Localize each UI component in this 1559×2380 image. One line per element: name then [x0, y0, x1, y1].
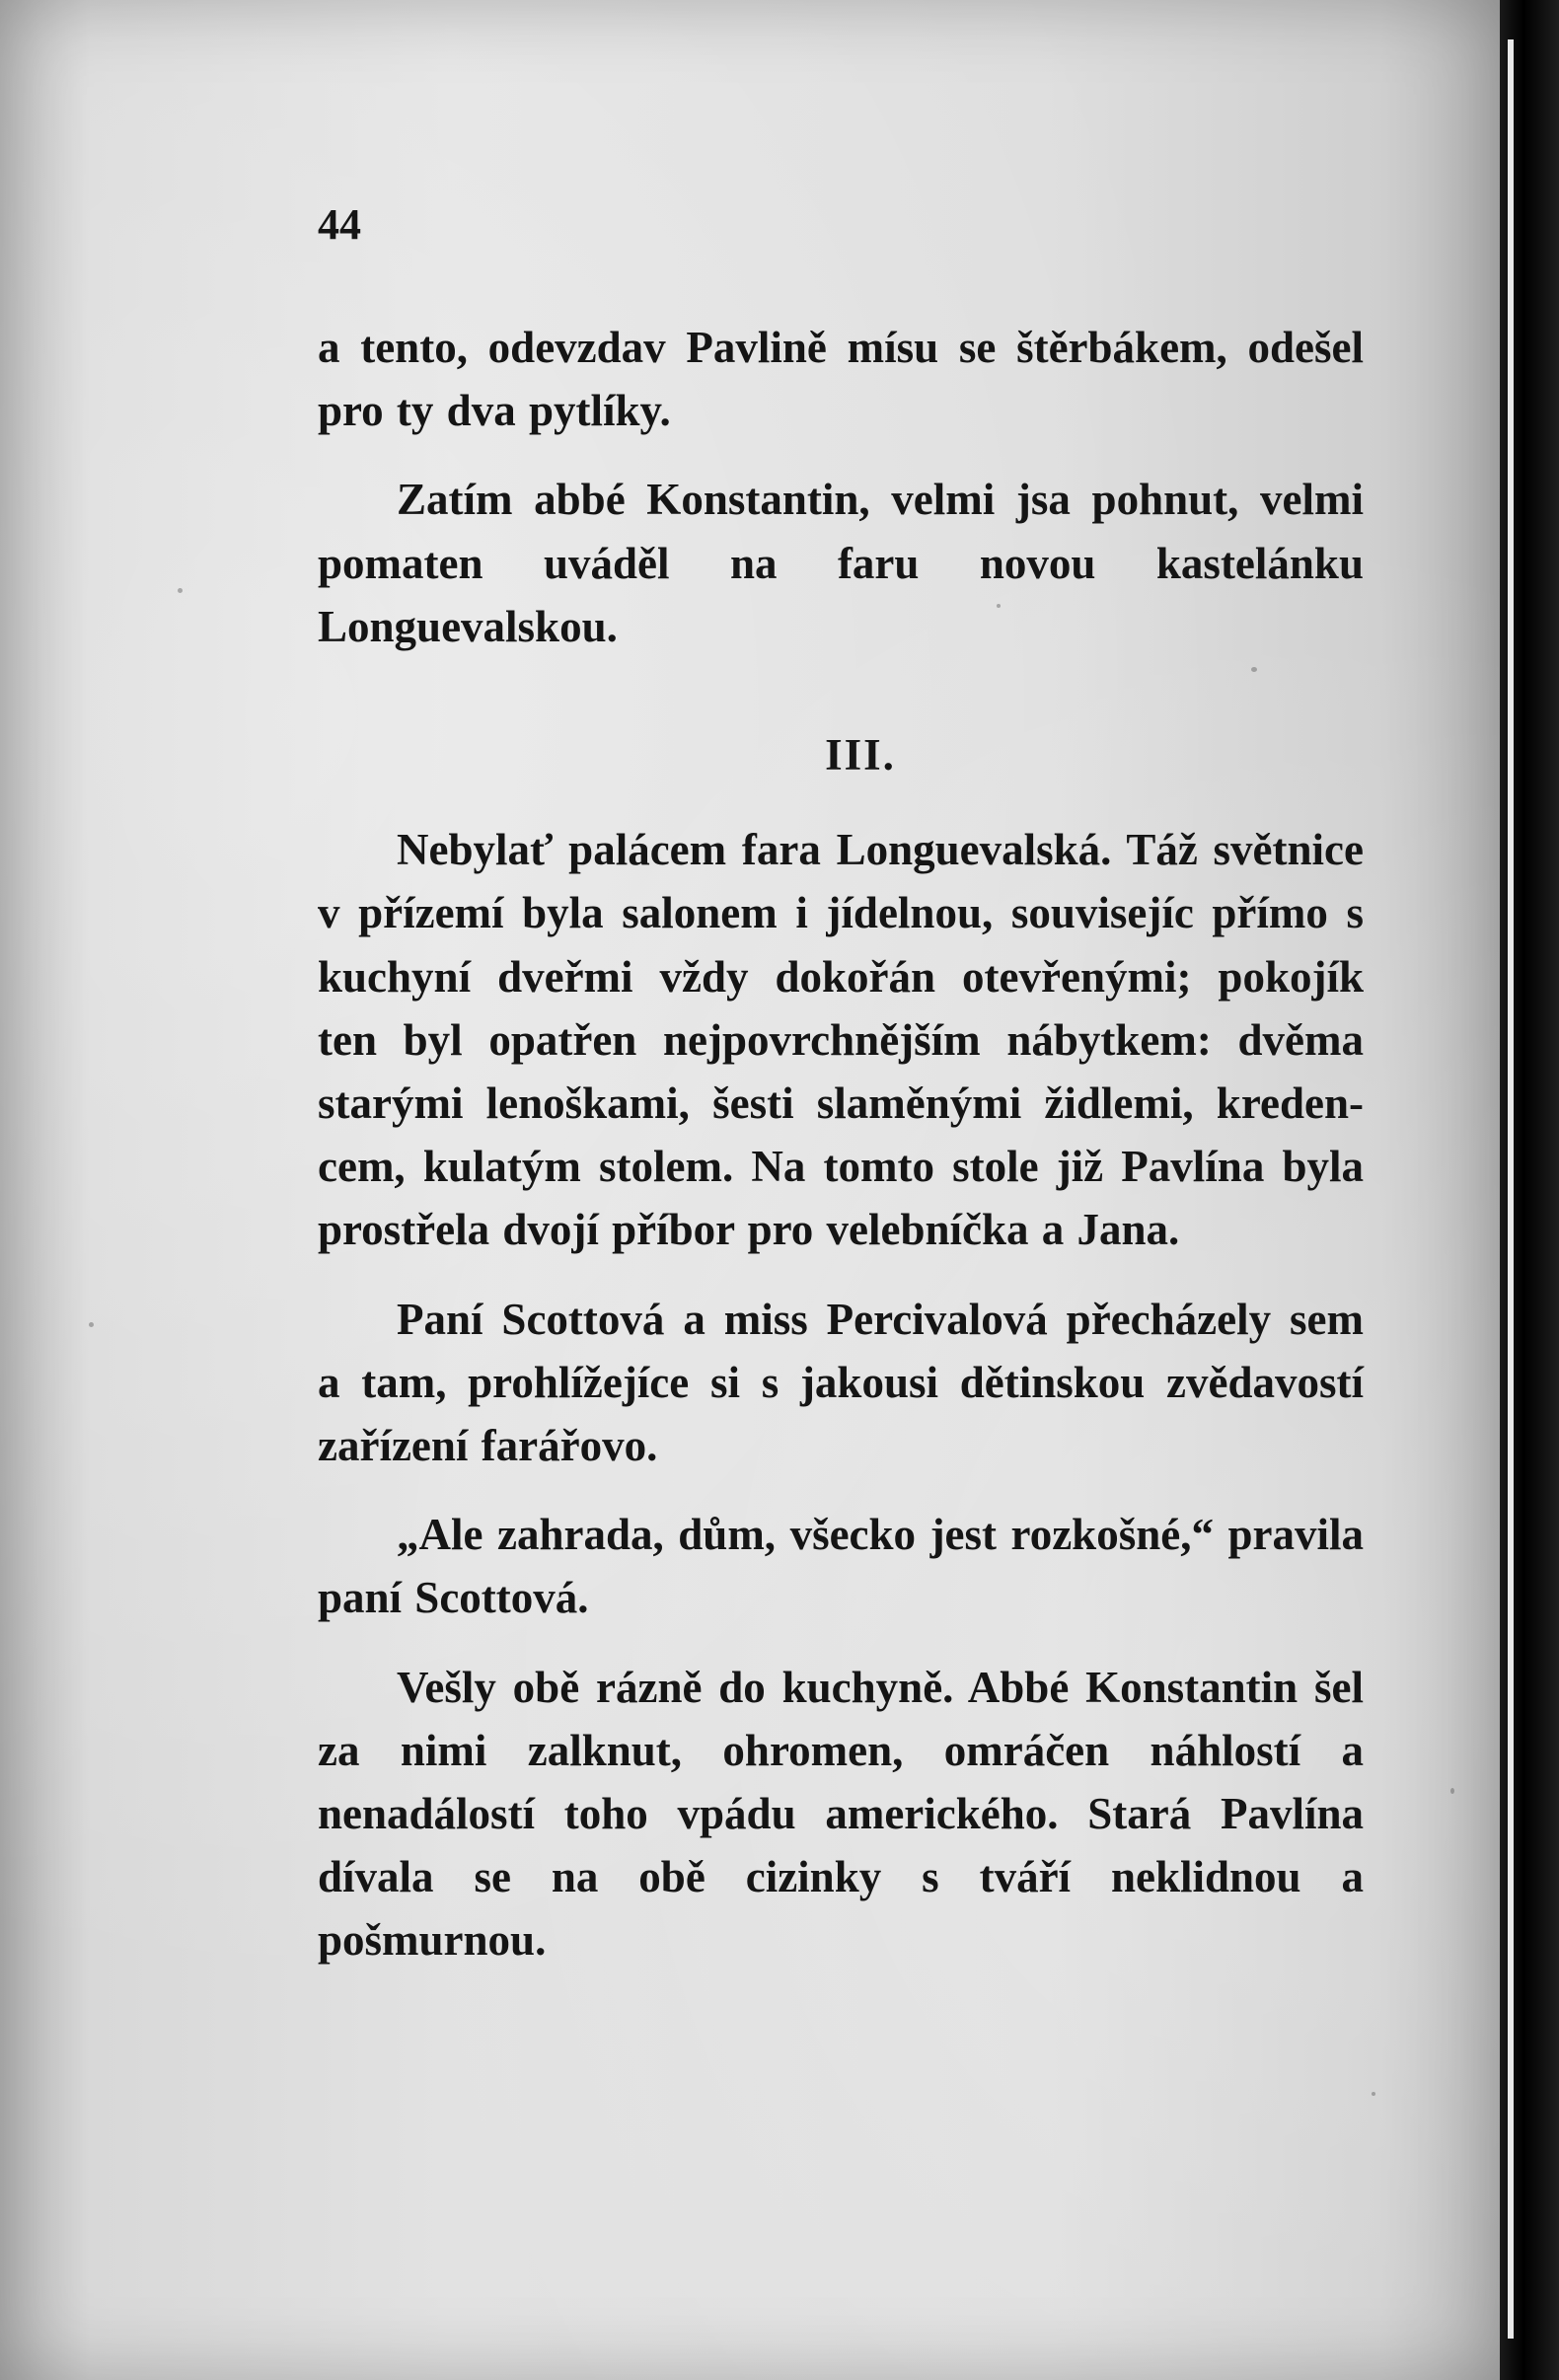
paper-speck — [1450, 1788, 1454, 1794]
page-number: 44 — [318, 200, 361, 249]
chapter-heading: III. — [825, 730, 896, 781]
paragraph-2: Zatím abbé Konstantin, velmi jsa pohnut, velmi pomaten uváděl na faru novou kastelánku Longuevalskou. — [318, 475, 1364, 651]
paper-speck — [89, 1322, 94, 1327]
paragraph-1: a tento, odevzdav Pavlině mísu se štěrbákem, odešel pro ty dva pytlíky. — [318, 323, 1364, 436]
paragraph-5: „Ale zahrada, dům, všecko jest rozkošné,“ pravila paní Scottová. — [318, 1510, 1364, 1623]
paper-speck — [178, 588, 183, 593]
paragraph-3: Nebylať palácem fara Longuevalská. Táž světnice v přízemí byla salonem i jídelnou, souvisejíc přímo s kuchyní dveřmi vždy dokořán otevřenými; pokojík ten byl opatřen nejpovrchnějším nábytkem: dvěma starými lenoškami, šesti slaměnými židlemi, kredencem, kulatým stolem. Na tomto stole již Pavlína byla prostřela dvojí příbor pro velebníčka a Jana. — [318, 825, 1364, 1255]
book-gutter-edge — [1500, 0, 1559, 2380]
paragraph-4: Paní Scottová a miss Percivalová přecházely sem a tam, prohlížejíce si s jakousi dětinskou zvědavostí zařízení farářovo. — [318, 1294, 1364, 1471]
paper-speck — [1372, 2092, 1375, 2096]
page-text — [318, 193, 1364, 1998]
paragraph-6: Vešly obě rázně do kuchyně. Abbé Konstantin šel za nimi zalknut, ohromen, omráčen náhlostí a nenadálostí toho vpádu amerického. Stará Pavlína dívala se na obě cizinky s tváří neklidnou a pošmurnou. — [318, 1662, 1364, 1966]
